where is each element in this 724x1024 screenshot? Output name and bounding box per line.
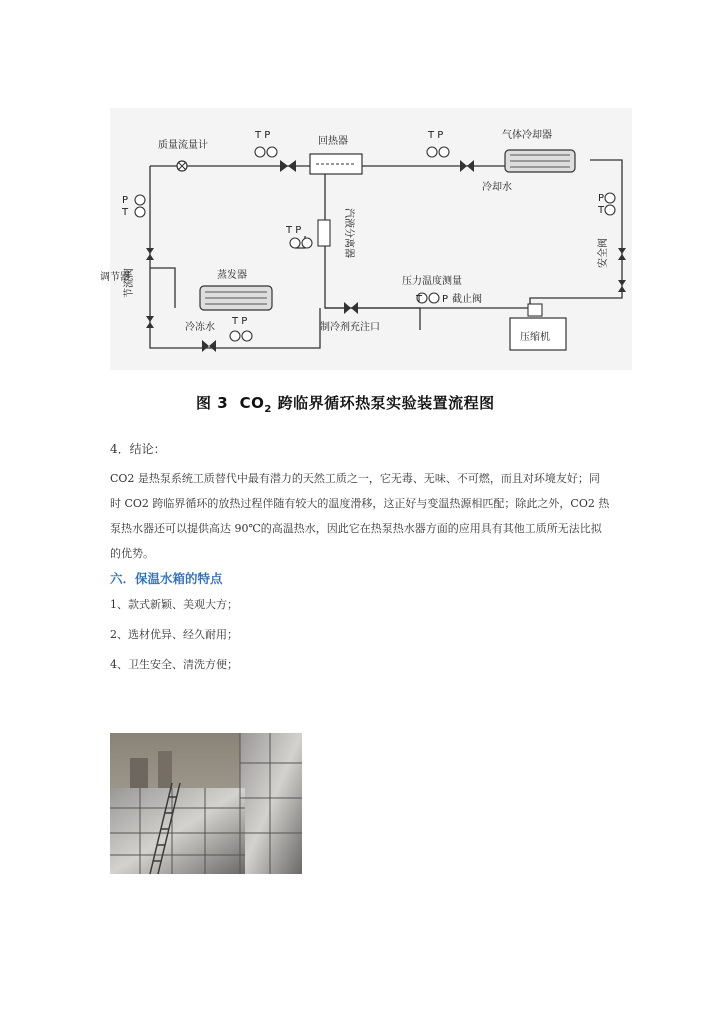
label-flowmeter: 质量流量计 (158, 140, 208, 151)
label-tp-stop: T (416, 294, 423, 305)
diagram-svg (100, 108, 632, 370)
label-regen: 回热器 (318, 136, 348, 147)
label-evaporator: 蒸发器 (217, 270, 247, 281)
label-regulator: 调节器 (100, 272, 130, 283)
section-title: 六．保温水箱的特点 (110, 571, 223, 586)
paragraph-line: 的优势。 (110, 547, 154, 560)
label-safety: 安全阀 (598, 238, 609, 268)
label-frozenwater: 冷冻水 (185, 322, 215, 333)
label-stopvalve: 截止阀 (452, 294, 482, 305)
caption-rest: 跨临界循环热泵实验装置流程图 (271, 394, 495, 412)
caption-co: CO (239, 394, 265, 412)
label-throttle: 节流阀 (124, 268, 135, 298)
feature-item: 4、卫生安全、清洗方便； (110, 658, 238, 671)
figure-caption (196, 392, 495, 415)
label-tp4: T P (232, 316, 248, 327)
separator-icon (318, 220, 330, 246)
paragraph-line: CO2 是热泵系统工质替代中最有潜力的天然工质之一，它无毒、无味、不可燃，而且对环境友好；同 (110, 472, 600, 485)
water-tank-photo (110, 733, 302, 874)
label-t-right: T (598, 205, 605, 216)
label-p-right: P (598, 193, 605, 204)
paragraph-line: 时 CO2 跨临界循环的放热过程伴随有较大的温度滑移，这正好与变温热源相匹配；除此之外，CO2 热 (110, 497, 610, 510)
feature-item: 1、款式新颖、美观大方； (110, 598, 238, 611)
label-t-left: T (122, 207, 129, 218)
caption-prefix: 图 3 (196, 394, 229, 412)
conclusion-heading: 4．结论： (110, 442, 166, 456)
conclusion-paragraph (110, 466, 620, 566)
label-gascooler: 气体冷却器 (502, 130, 552, 141)
label-tp3: T P (286, 225, 302, 236)
feature-item: 2、选材优异、经久耐用； (110, 628, 238, 641)
caption-sub: 2 (264, 404, 272, 415)
label-tp1: T P (255, 130, 271, 141)
label-separator: 汽液分离器 (343, 208, 354, 258)
label-p-left: P (122, 195, 129, 206)
flow-diagram (100, 108, 632, 370)
label-ptmeasure: 压力温度测量 (402, 276, 462, 287)
label-p-stop: P (442, 294, 449, 305)
label-compressor: 压缩机 (520, 332, 550, 343)
label-tp2: T P (428, 130, 444, 141)
label-coolwater: 冷却水 (482, 182, 512, 193)
paragraph-line: 泵热水器还可以提供高达 90℃的高温热水，因此它在热泵热水器方面的应用具有其他工质所无法比拟 (110, 522, 602, 535)
label-charge: 制冷剂充注口 (320, 322, 380, 333)
